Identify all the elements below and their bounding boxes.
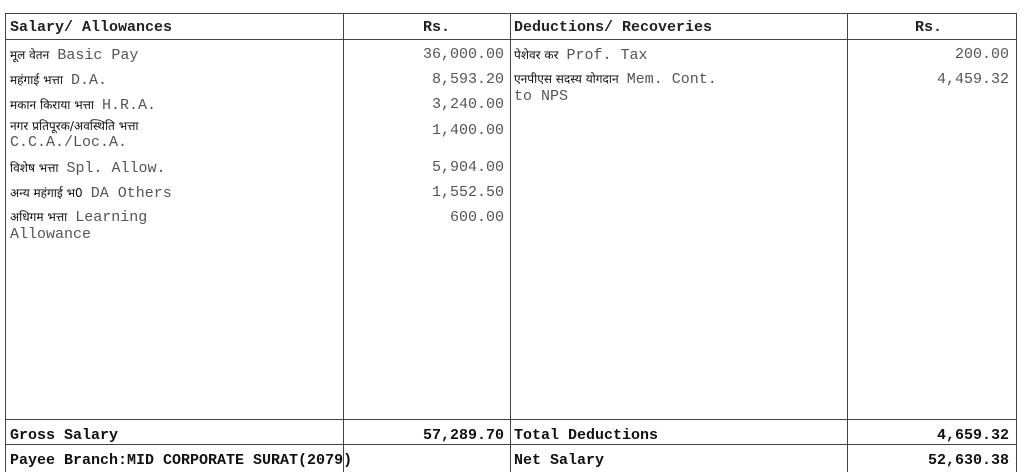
allowance-row-da-others [10, 184, 330, 202]
allowance-amount: 1,552.50 [431, 184, 504, 201]
column-divider [847, 14, 848, 472]
allowance-english-label: C.C.A./Loc.A. [10, 134, 128, 151]
allowance-english-label: D.A. [70, 72, 107, 89]
allowance-amount: 36,000.00 [422, 46, 504, 63]
allowances-header: Salary/ Allowances [10, 19, 173, 36]
deductions-rs-header: Rs. [915, 19, 943, 36]
deduction-english-label: Mem. Cont. to NPS [514, 71, 717, 105]
payee-branch-label: Payee Branch: [10, 452, 128, 469]
allowance-row-spl-allow [10, 159, 330, 177]
allowance-row-basic-pay [10, 46, 330, 64]
net-salary-label: Net Salary [514, 452, 605, 469]
allowance-english-label: Spl. Allow. [66, 160, 166, 177]
deduction-hindi-label: एनपीएस सदस्य योगदान [514, 72, 619, 86]
deduction-english-label: Prof. Tax [566, 47, 648, 64]
allowance-amount: 5,904.00 [431, 159, 504, 176]
gross-salary-label: Gross Salary [10, 427, 119, 444]
net-salary-amount: 52,630.38 [927, 452, 1009, 469]
allowance-hindi-label: मकान किराया भत्ता [10, 98, 95, 112]
allowance-amount: 600.00 [449, 209, 504, 226]
allowance-hindi-label: विशेष भत्ता [10, 161, 59, 175]
footer-divider [6, 444, 1016, 445]
deduction-amount: 200.00 [954, 46, 1009, 63]
deductions-header: Deductions/ Recoveries [514, 19, 713, 36]
salary-statement-table [5, 13, 1017, 472]
allowance-amount: 8,593.20 [431, 71, 504, 88]
allowance-row-learning [10, 209, 210, 243]
allowance-english-label: Learning Allowance [10, 209, 148, 243]
allowance-amount: 1,400.00 [431, 122, 504, 139]
column-divider [510, 14, 511, 472]
totals-divider [6, 419, 1016, 420]
allowance-hindi-label: महंगाई भत्ता [10, 73, 63, 87]
deduction-row-prof-tax [514, 46, 834, 64]
allowance-hindi-label: अन्य महंगाई भ0 [10, 186, 83, 200]
allowance-english-label: H.R.A. [102, 97, 157, 114]
column-divider [343, 14, 344, 472]
allowance-row-hra [10, 96, 330, 114]
allowance-hindi-label: अधिगम भत्ता [10, 210, 68, 224]
payee-branch [10, 452, 352, 469]
allowance-english-label: Basic Pay [57, 47, 139, 64]
allowance-row-da [10, 71, 330, 89]
deduction-hindi-label: पेशेवर कर [514, 48, 559, 62]
allowance-row-cca [10, 118, 310, 151]
deduction-amount: 4,459.32 [936, 71, 1009, 88]
total-deductions-amount: 4,659.32 [936, 427, 1009, 444]
allowances-rs-header: Rs. [423, 19, 451, 36]
deduction-row-nps [514, 71, 729, 105]
allowance-english-label: DA Others [90, 185, 172, 202]
payee-branch-value: MID CORPORATE SURAT(2079) [127, 452, 353, 469]
allowance-amount: 3,240.00 [431, 96, 504, 113]
total-deductions-label: Total Deductions [514, 427, 659, 444]
allowance-hindi-label: मूल वेतन [10, 48, 50, 62]
allowance-hindi-label: नगर प्रतिपूरक/अवस्थिति भत्ता [10, 119, 139, 133]
header-divider [6, 39, 1016, 40]
gross-salary-amount: 57,289.70 [422, 427, 504, 444]
